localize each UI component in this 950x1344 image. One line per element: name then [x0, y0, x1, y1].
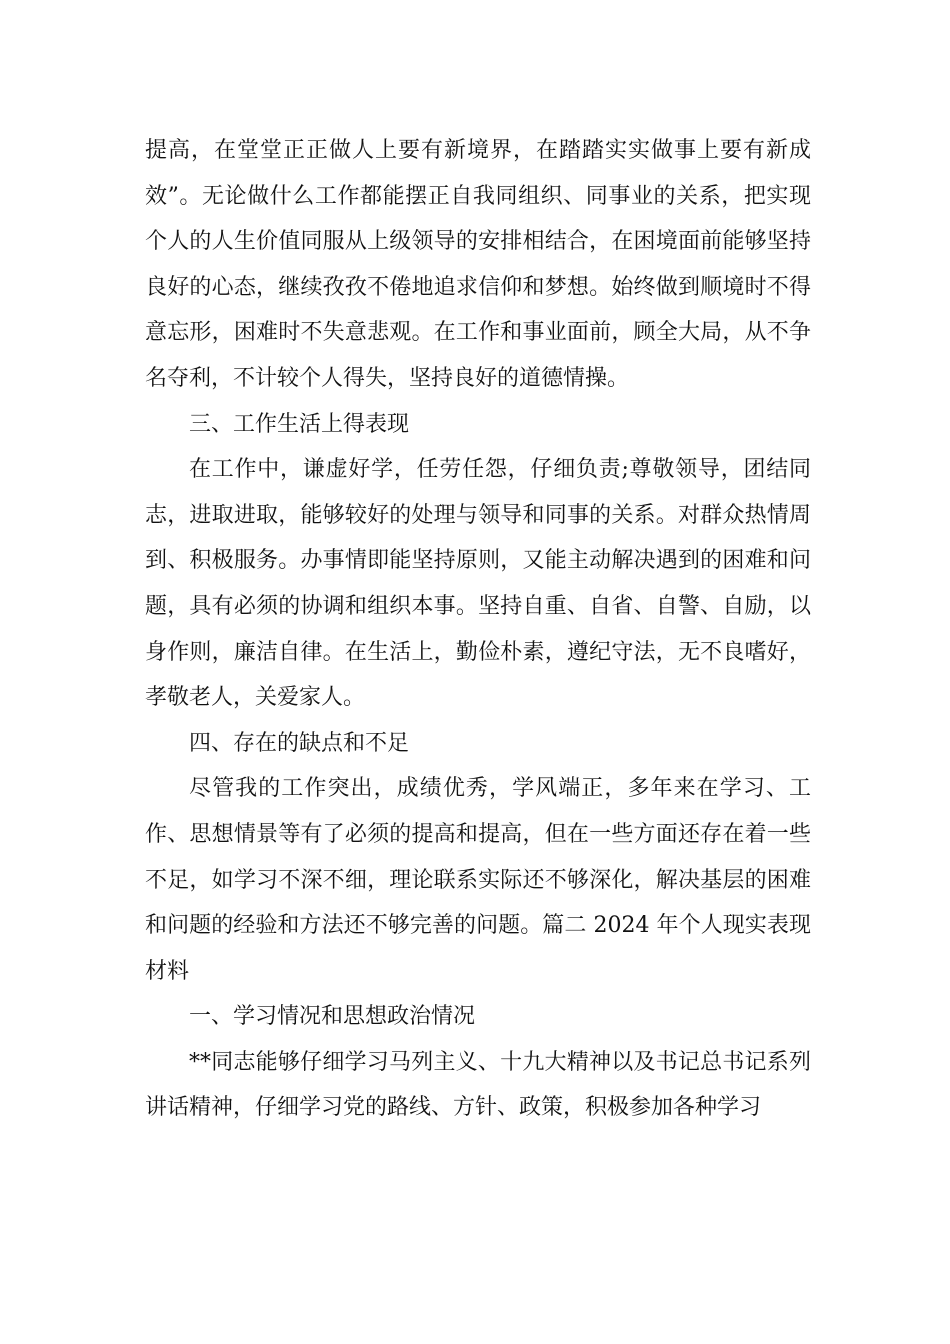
- paragraph-3: 尽管我的工作突出，成绩优秀，学风端正，多年来在学习、工作、思想情景等有了必须的提高和提高，但在一些方面还存在着一些不足，如学习不深不细，理论联系实际还不够深化，解决基层的困难和问题的经验和方法还不够完善的问题。篇二 2024 年个人现实表现材料: [145, 776, 811, 984]
- section-heading-4: 四、存在的缺点和不足: [189, 730, 410, 756]
- section-heading-1: 一、学习情况和思想政治情况: [189, 1004, 476, 1030]
- paragraph-4: **同志能够仔细学习马列主义、十九大精神以及书记总书记系列讲话精神，仔细学习党的路线、方针、政策，积极参加各种学习: [145, 1049, 811, 1121]
- paragraph-1: 提高，在堂堂正正做人上要有新境界，在踏踏实实做事上要有新成效”。无论做什么工作都能摆正自我同组织、同事业的关系，把实现个人的人生价值同服从上级领导的安排相结合，在困境面前能够坚持良好的心态，继续孜孜不倦地追求信仰和梦想。始终做到顺境时不得意忘形，困难时不失意悲观。在工作和事业面前，顾全大局，从不争名夺利，不计较个人得失，坚持良好的道德情操。: [145, 138, 811, 391]
- paragraph-2: 在工作中，谦虚好学，任劳任怨，仔细负责;尊敬领导，团结同志，进取进取，能够较好的处理与领导和同事的关系。对群众热情周到、积极服务。办事情即能坚持原则，又能主动解决遇到的困难和问题，具有必须的协调和组织本事。坚持自重、自省、自警、自励，以身作则，廉洁自律。在生活上，勤俭朴素，遵纪守法，无不良嗜好，孝敬老人，关爱家人。: [145, 457, 811, 711]
- document-body: [145, 128, 811, 1131]
- section-heading-3: 三、工作生活上得表现: [189, 411, 410, 437]
